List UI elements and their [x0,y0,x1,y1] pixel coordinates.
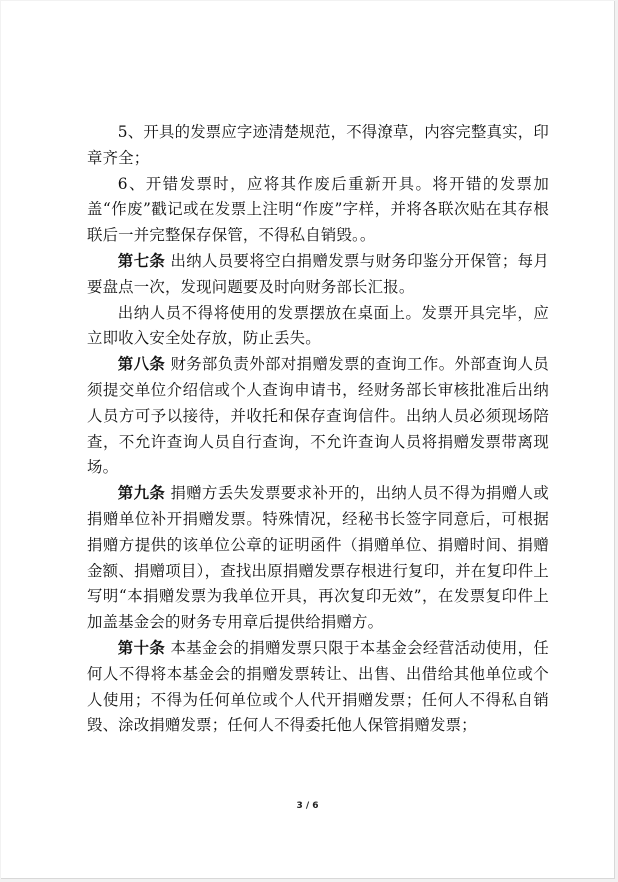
article-heading: 第九条 [117,484,166,503]
article-9 [87,481,549,636]
paragraph-text: 6、开错发票时，应将其作废后重新开具。将开错的发票加盖“作废”戳记或在发票上注明“作废”字样，并将各联次贴在其存根联后一并完整保存保管，不得私自销毁。。 [87,174,549,245]
paragraph-text: 本基金会的捐赠发票只限于本基金会经营活动使用，任何人不得将本基金会的捐赠发票转让、出售、出借给其他单位或个人使用；不得为任何单位或个人代开捐赠发票；任何人不得私自销毁、涂改捐赠发票；任何人不得委托他人保管捐赠发票； [87,638,549,735]
paragraph-text: 出纳人员不得将使用的发票摆放在桌面上。发票开具完毕，应立即收入安全处存放，防止丢失。 [87,303,549,348]
document-body [87,120,549,739]
article-8 [87,352,549,481]
document-page [1,1,615,879]
article-heading: 第十条 [117,638,166,657]
article-7 [87,249,549,301]
page-number: 3 / 6 [296,801,319,811]
paragraph-text: 5、开具的发票应字迹清楚规范，不得潦草，内容完整真实，印章齐全； [87,123,549,167]
article-heading: 第八条 [117,355,166,374]
paragraph-text: 捐赠方丢失发票要求补开的，出纳人员不得为捐赠人或捐赠单位补开捐赠发票。特殊情况，经秘书长签字同意后，可根据捐赠方提供的该单位公章的证明函件（捐赠单位、捐赠时间、捐赠金额、捐赠项目），查找出原捐赠发票存根进行复印，并在复印件上写明“本捐赠发票为我单位开具，再次复印无效”，在发票复印件上加盖基金会的财务专用章后提供给捐赠方。 [87,484,549,632]
paragraph-text: 出纳人员要将空白捐赠发票与财务印鉴分开保管；每月要盘点一次，发现问题要及时向财务部长汇报。 [87,251,549,296]
article-heading: 第七条 [117,251,166,270]
article-10 [87,636,549,739]
paragraph-text: 财务部负责外部对捐赠发票的查询工作。外部查询人员须提交单位介绍信或个人查询申请书，经财务部长审核批准后出纳人员方可予以接待，并收托和保存查询信件。出纳人员必须现场陪查，不允许查询人员自行查询，不允许查询人员将捐赠发票带离现场。 [87,355,549,477]
paragraph-item-5 [87,120,549,172]
article-7-continued [87,301,549,353]
paragraph-item-6 [87,172,549,249]
